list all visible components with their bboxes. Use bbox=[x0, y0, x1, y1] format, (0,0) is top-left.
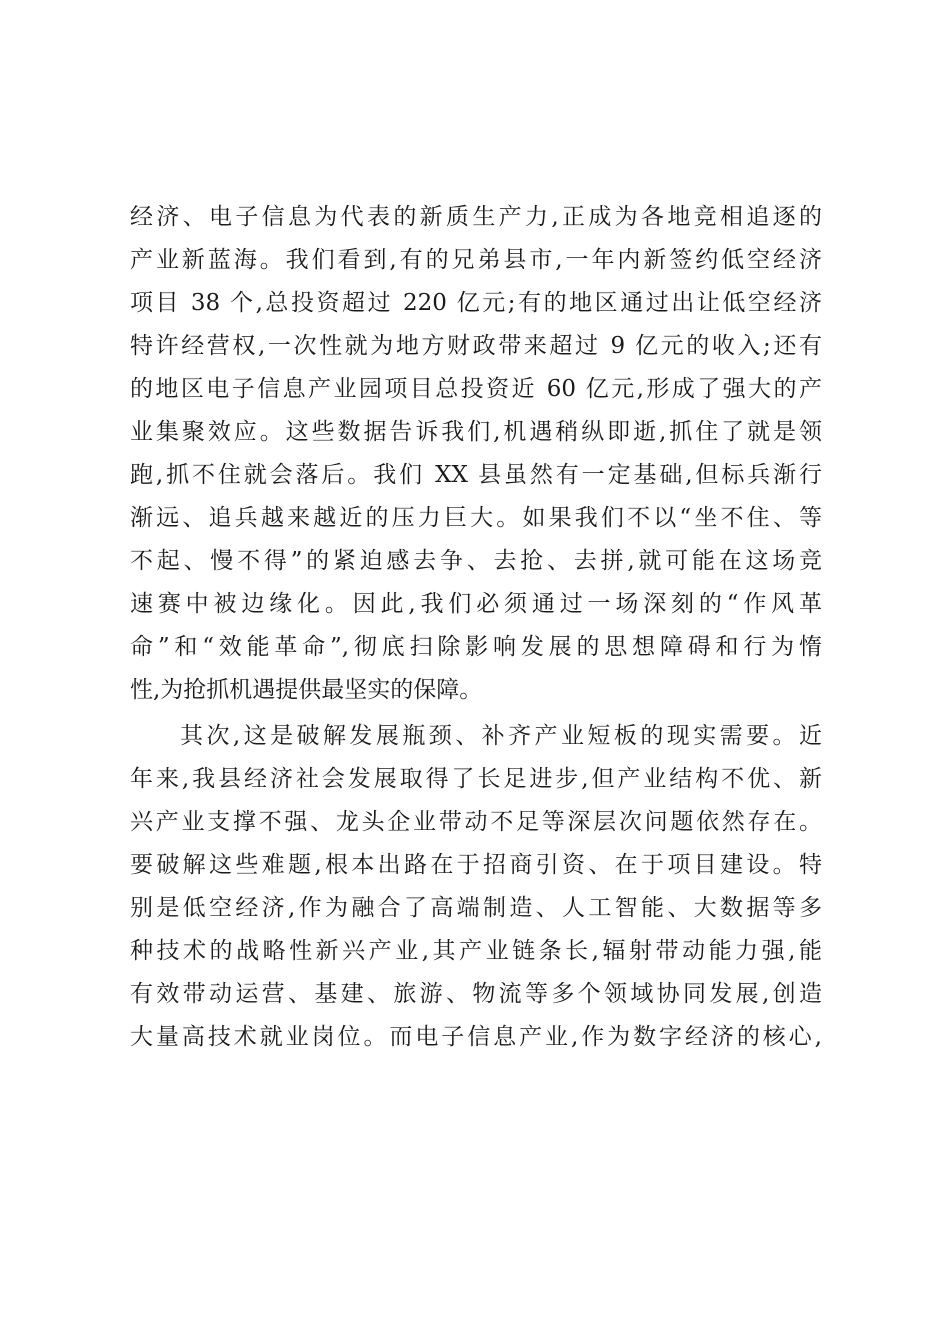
text-line: 种技术的战略性新兴产业,其产业链条长,辐射带动能力强,能 bbox=[130, 938, 822, 964]
body-text bbox=[130, 196, 822, 1059]
text-line: 经济、电子信息为代表的新质生产力,正成为各地竞相追逐的 bbox=[130, 204, 822, 230]
text-line: 的地区电子信息产业园项目总投资近 60 亿元,形成了强大的产 bbox=[130, 376, 822, 402]
text-line: 其次,这是破解发展瓶颈、补齐产业短板的现实需要。近 bbox=[180, 723, 822, 749]
text-line: 性,为抢抓机遇提供最坚实的保障。 bbox=[130, 677, 483, 703]
text-line: 速赛中被边缘化。因此,我们必须通过一场深刻的“作风革 bbox=[130, 591, 822, 617]
text-line: 特许经营权,一次性就为地方财政带来超过 9 亿元的收入;还有 bbox=[130, 333, 822, 359]
text-line: 大量高技术就业岗位。而电子信息产业,作为数字经济的核心, bbox=[130, 1024, 822, 1050]
text-line: 命”和“效能革命”,彻底扫除影响发展的思想障碍和行为惰 bbox=[130, 634, 822, 660]
text-line: 不起、慢不得”的紧迫感去争、去抢、去拼,就可能在这场竞 bbox=[130, 548, 822, 574]
paragraph-1 bbox=[130, 196, 822, 712]
text-line: 项目 38 个,总投资超过 220 亿元;有的地区通过出让低空经济 bbox=[130, 290, 822, 316]
text-line: 有效带动运营、基建、旅游、物流等多个领域协同发展,创造 bbox=[130, 981, 822, 1007]
text-line: 跑,抓不住就会落后。我们 XX 县虽然有一定基础,但标兵渐行 bbox=[130, 462, 822, 488]
text-line: 渐远、追兵越来越近的压力巨大。如果我们不以“坐不住、等 bbox=[130, 505, 822, 531]
text-line: 业集聚效应。这些数据告诉我们,机遇稍纵即逝,抓住了就是领 bbox=[130, 419, 822, 445]
paragraph-2 bbox=[130, 715, 822, 1059]
text-line: 兴产业支撑不强、龙头企业带动不足等深层次问题依然存在。 bbox=[130, 809, 822, 835]
text-line: 产业新蓝海。我们看到,有的兄弟县市,一年内新签约低空经济 bbox=[130, 247, 822, 273]
text-line: 别是低空经济,作为融合了高端制造、人工智能、大数据等多 bbox=[130, 895, 822, 921]
text-line: 要破解这些难题,根本出路在于招商引资、在于项目建设。特 bbox=[130, 852, 822, 878]
text-line: 年来,我县经济社会发展取得了长足进步,但产业结构不优、新 bbox=[130, 766, 822, 792]
